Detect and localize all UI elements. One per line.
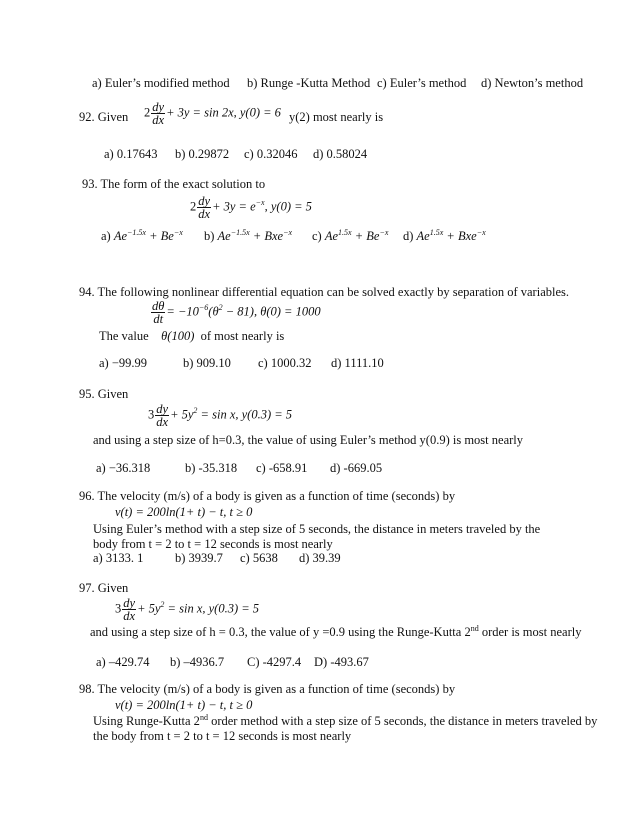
q92-label: 92. Given (79, 110, 129, 124)
q97-option-c: C) -4297.4 (247, 655, 302, 669)
q93-option-d: d) $Ae^{1.5x} + Bxe^{-x}$ (403, 227, 486, 243)
q94-option-d: d) 1111.10 (331, 356, 384, 370)
q94-equation: $\frac{d\theta}{dt}$ = $-10^{-6}(\theta^2 - 81)$, θ(0) = 1000 (152, 299, 321, 326)
q94-label: 94. The following nonlinear differential equation can be solved exactly by separation of variables. (79, 285, 570, 299)
q97-option-a: a) –429.74 (96, 655, 150, 669)
q96-option-b: b) 3939.7 (175, 551, 223, 565)
q97-label: 97. Given (79, 581, 129, 595)
q91-option-b: b) Runge -Kutta Method (247, 76, 371, 90)
q94-option-a: a) −99.99 (99, 356, 148, 370)
q98-line-1: Using Runge-Kutta 2nd order method with a step size of 5 seconds, the distance in meters traveled by (93, 712, 598, 728)
q93-equation: 2 $\frac{dy}{dx}$ + $3y = e^{-x}$, y(0) = 5 (190, 194, 312, 221)
q98-equation: v(t) = 200ln(1+ t) − t, t ≥ 0 (115, 698, 253, 712)
q98-label: 98. The velocity (m/s) of a body is given as a function of time (seconds) by (79, 682, 456, 696)
q92-equation: 2 $\frac{dy}{dx}$ + 3y = sin 2x, y(0) = 6 (144, 100, 281, 127)
q96-option-a: a) 3133. 1 (93, 551, 144, 565)
q96-option-d: d) 39.39 (299, 551, 341, 565)
q93-option-c: c) $Ae^{1.5x} + Be^{-x}$ (312, 227, 389, 243)
q93-label: 93. The form of the exact solution to (82, 177, 266, 191)
q97-option-d: D) -493.67 (314, 655, 369, 669)
q92-question-tail: y(2) most nearly is (289, 110, 384, 124)
q93-option-a: a) $Ae^{-1.5x} + Be^{-x}$ (101, 227, 183, 243)
q94-option-c: c) 1000.32 (258, 356, 312, 370)
q91-option-a: a) Euler’s modified method (92, 76, 230, 90)
q94-option-b: b) 909.10 (183, 356, 231, 370)
q93-option-b: b) $Ae^{-1.5x} + Bxe^{-x}$ (204, 227, 293, 243)
q96-line-1: Using Euler’s method with a step size of 5 seconds, the distance in meters traveled by the (93, 522, 541, 536)
q95-option-c: c) -658.91 (256, 461, 308, 475)
q92-option-b: b) 0.29872 (175, 147, 230, 161)
q91-option-c: c) Euler’s method (377, 76, 467, 90)
q95-option-b: b) -35.318 (185, 461, 238, 475)
q95-label: 95. Given (79, 387, 129, 401)
q97-option-b: b) –4936.7 (170, 655, 225, 669)
q95-text: and using a step size of h=0.3, the value of using Euler’s method y(0.9) is most nearly (93, 433, 523, 447)
q98-line-2: the body from t = 2 to t = 12 seconds is most nearly (93, 729, 352, 743)
q95-option-a: a) −36.318 (96, 461, 151, 475)
q97-text: and using a step size of h = 0.3, the value of y =0.9 using the Runge-Kutta 2nd order is most nearly (90, 623, 582, 639)
q96-label: 96. The velocity (m/s) of a body is given as a function of time (seconds) by (79, 489, 456, 503)
q97-equation: 3 $\frac{dy}{dx}$ + $5y^2 = \sin x$, y(0.3) = 5 (115, 596, 260, 623)
q95-equation: 3 $\frac{dy}{dx}$ + $5y^2 = \sin x$, y(0.3) = 5 (148, 402, 293, 429)
q96-line-2: body from t = 2 to t = 12 seconds is most nearly (93, 537, 333, 551)
q94-value-line: The value θ(100) of most nearly is (99, 329, 285, 343)
q96-equation: v(t) = 200ln(1+ t) − t, t ≥ 0 (115, 505, 253, 519)
q96-option-c: c) 5638 (240, 551, 278, 565)
q92-option-c: c) 0.32046 (244, 147, 298, 161)
q92-option-a: a) 0.17643 (104, 147, 158, 161)
q92-option-d: d) 0.58024 (313, 147, 368, 161)
q91-option-d: d) Newton’s method (481, 76, 584, 90)
q95-option-d: d) -669.05 (330, 461, 383, 475)
